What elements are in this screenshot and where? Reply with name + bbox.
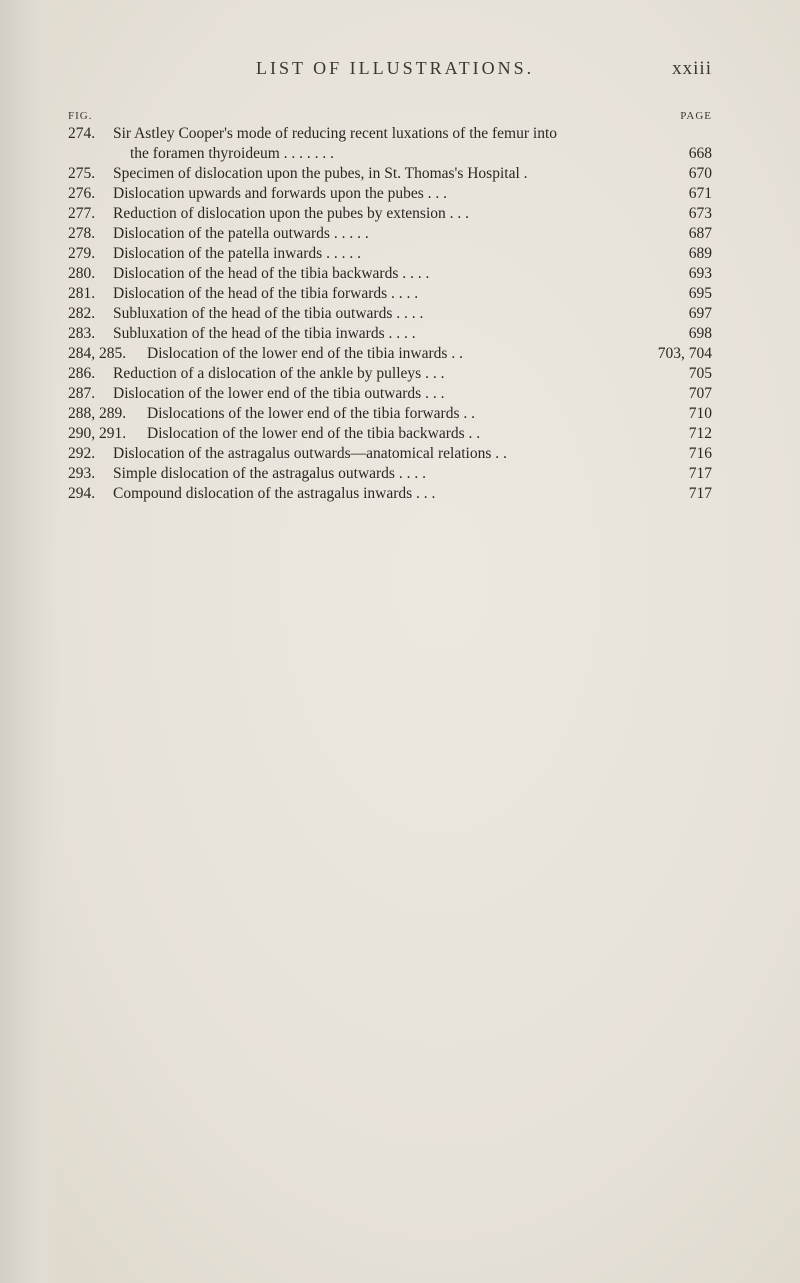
page-number: xxiii <box>672 58 712 79</box>
figure-caption: Dislocation of the head of the tibia backwards . . . . <box>113 265 430 282</box>
figure-number: 280. <box>68 265 96 282</box>
page-reference: 703, 704 <box>657 345 712 362</box>
figure-number: 283. <box>68 325 96 342</box>
figure-number: 278. <box>68 225 96 242</box>
list-item <box>68 304 712 324</box>
page-reference: 716 <box>688 445 712 462</box>
page-reference: 707 <box>688 385 712 402</box>
figure-caption: Simple dislocation of the astragalus outwards . . . . <box>113 465 426 482</box>
page-reference: 697 <box>688 305 712 322</box>
column-header-page: PAGE <box>680 110 712 122</box>
page-reference: 705 <box>688 365 712 382</box>
figure-caption: Specimen of dislocation upon the pubes, in St. Thomas's Hospital . <box>113 165 528 182</box>
page-reference: 710 <box>688 405 712 422</box>
column-header-fig: FIG. <box>68 110 93 122</box>
figure-caption: Reduction of a dislocation of the ankle by pulleys . . . <box>113 365 445 382</box>
figure-caption: Reduction of dislocation upon the pubes by extension . . . <box>113 205 470 222</box>
list-item <box>68 364 712 384</box>
list-item <box>68 244 712 264</box>
figure-caption: Dislocations of the lower end of the tibia forwards . . <box>147 405 475 422</box>
figure-number: 287. <box>68 385 96 402</box>
page-reference: 712 <box>688 425 712 442</box>
figure-number: 294. <box>68 485 96 502</box>
page-reference: 698 <box>688 325 712 342</box>
figure-number: 288, 289. <box>68 405 127 422</box>
figure-number: 276. <box>68 185 96 202</box>
list-item <box>68 164 712 184</box>
page-reference: 717 <box>688 485 712 502</box>
list-item <box>68 484 712 504</box>
list-item <box>68 124 712 144</box>
figure-number: 286. <box>68 365 96 382</box>
list-item <box>68 284 712 304</box>
figure-number: 292. <box>68 445 96 462</box>
running-title: LIST OF ILLUSTRATIONS. <box>256 58 535 78</box>
page-reference: 673 <box>688 205 712 222</box>
list-item <box>68 464 712 484</box>
list-item <box>68 224 712 244</box>
figure-caption: Compound dislocation of the astragalus inwards . . . <box>113 485 436 502</box>
list-item <box>68 324 712 344</box>
list-item <box>68 424 712 444</box>
list-item <box>68 264 712 284</box>
figure-number: 279. <box>68 245 96 262</box>
list-item <box>68 404 712 424</box>
page-reference: 668 <box>688 145 712 162</box>
figure-caption: the foramen thyroideum . . . . . . . <box>130 145 335 162</box>
figure-number: 275. <box>68 165 96 182</box>
list-item <box>68 344 712 364</box>
page-reference: 689 <box>688 245 712 262</box>
page-reference: 695 <box>688 285 712 302</box>
figure-number: 281. <box>68 285 96 302</box>
figure-number: 293. <box>68 465 96 482</box>
figure-caption: Dislocation of the astragalus outwards—anatomical relations . . <box>113 445 507 462</box>
list-item <box>68 144 712 164</box>
figure-number: 284, 285. <box>68 345 127 362</box>
running-head <box>0 58 800 82</box>
list-item <box>68 184 712 204</box>
figure-caption: Dislocation of the patella outwards . . . . . <box>113 225 369 242</box>
figure-number: 282. <box>68 305 96 322</box>
figure-caption: Dislocation of the lower end of the tibia outwards . . . <box>113 385 445 402</box>
figure-caption: Dislocation of the lower end of the tibia backwards . . <box>147 425 481 442</box>
page-reference: 671 <box>688 185 712 202</box>
page-reference: 717 <box>688 465 712 482</box>
figure-caption: Dislocation of the head of the tibia forwards . . . . <box>113 285 419 302</box>
figure-number: 277. <box>68 205 96 222</box>
figure-caption: Subluxation of the head of the tibia outwards . . . . <box>113 305 424 322</box>
page-gutter-shadow <box>0 0 60 1283</box>
list-item <box>68 444 712 464</box>
figure-caption: Dislocation of the lower end of the tibia inwards . . <box>147 345 463 362</box>
figure-caption: Dislocation upwards and forwards upon the pubes . . . <box>113 185 448 202</box>
figure-caption: Sir Astley Cooper's mode of reducing recent luxations of the femur into <box>113 125 558 142</box>
page-reference: 693 <box>688 265 712 282</box>
page-reference: 670 <box>688 165 712 182</box>
figure-number: 290, 291. <box>68 425 127 442</box>
list-item <box>68 384 712 404</box>
illustration-list <box>68 124 712 504</box>
figure-number: 274. <box>68 125 96 142</box>
figure-caption: Dislocation of the patella inwards . . . . . <box>113 245 361 262</box>
figure-caption: Subluxation of the head of the tibia inwards . . . . <box>113 325 416 342</box>
page-reference: 687 <box>688 225 712 242</box>
list-item <box>68 204 712 224</box>
